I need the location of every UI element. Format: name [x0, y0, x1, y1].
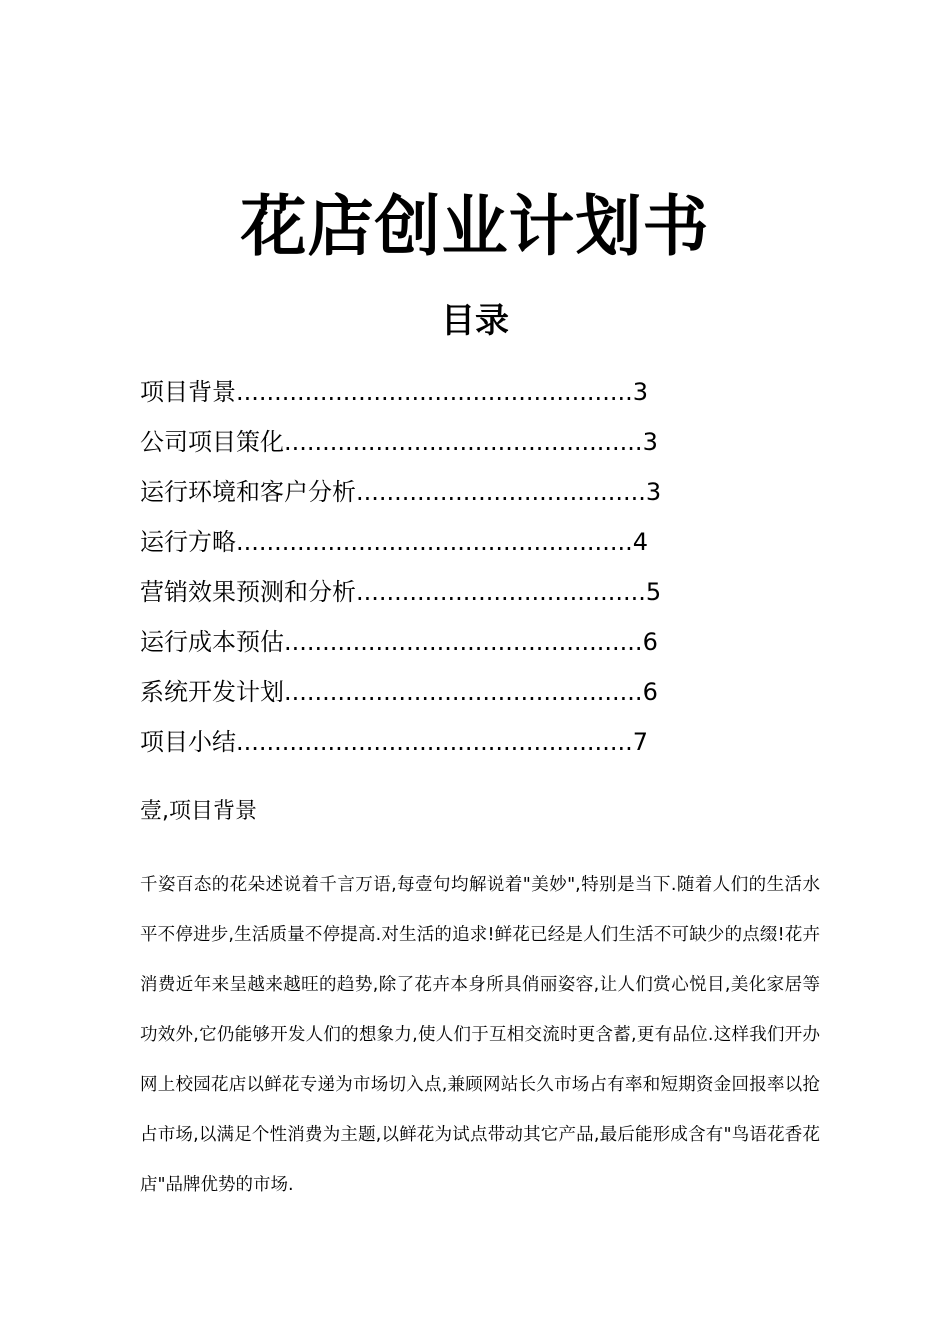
toc-entry-leader: ......................................: [356, 578, 646, 606]
toc-entry-label: 系统开发计划: [140, 678, 284, 706]
toc-entry-label: 项目小结: [140, 728, 236, 756]
toc-entry-page: 4: [632, 528, 648, 556]
toc-entry-page: 7: [632, 728, 648, 756]
document-title: 花店创业计划书: [240, 188, 710, 265]
toc-entry-leader: ...............................................: [284, 628, 643, 656]
toc-entry[interactable]: [140, 517, 661, 567]
body-paragraph: 千姿百态的花朵述说着千言万语,每壹句均解说着"美妙",特别是当下.随着人们的生活水平不停进步,生活质量不停提高.对生活的追求!鲜花已经是人们生活不可缺少的点缀!花卉消费近年来呈越来越旺的趋势,除了花卉本身所具俏丽姿容,让人们赏心悦目,美化家居等功效外,它仍能够开发人们的想象力,使人们于互相交流时更含蓄,更有品位.这样我们开办网上校园花店以鲜花专递为市场切入点,兼顾网站长久市场占有率和短期资金回报率以抢占市场,以满足个性消费为主题,以鲜花为试点带动其它产品,最后能形成含有"鸟语花香花店"品牌优势的市场.: [140, 875, 820, 1195]
toc-entry[interactable]: [140, 567, 661, 617]
toc-entry-page: 6: [642, 628, 658, 656]
toc-heading: 目录: [441, 301, 509, 341]
toc-entry-page: 6: [642, 678, 658, 706]
toc-entry-label: 项目背景: [140, 378, 236, 406]
table-of-contents: [140, 367, 661, 767]
toc-entry[interactable]: [140, 667, 661, 717]
toc-entry[interactable]: [140, 717, 661, 767]
toc-entry-leader: ....................................................: [236, 528, 633, 556]
toc-entry-page: 3: [645, 478, 662, 506]
toc-entry-label: 运行成本预估: [140, 628, 284, 656]
toc-entry-label: 运行环境和客户分析: [140, 478, 356, 506]
toc-entry-page: 5: [645, 578, 662, 606]
toc-entry[interactable]: [140, 617, 661, 667]
toc-entry-leader: ...............................................: [284, 428, 643, 456]
toc-entry[interactable]: [140, 367, 661, 417]
toc-entry-leader: ......................................: [356, 478, 646, 506]
toc-entry-page: 3: [632, 378, 648, 406]
toc-entry[interactable]: [140, 467, 661, 517]
toc-entry[interactable]: [140, 417, 661, 467]
toc-entry-label: 营销效果预测和分析: [140, 578, 356, 606]
toc-entry-leader: ....................................................: [236, 728, 633, 756]
section-heading: 壹,项目背景: [140, 799, 257, 824]
toc-entry-leader: ....................................................: [236, 378, 633, 406]
toc-entry-leader: ...............................................: [284, 678, 643, 706]
toc-entry-label: 公司项目策化: [140, 428, 284, 456]
toc-entry-label: 运行方略: [140, 528, 236, 556]
toc-entry-page: 3: [642, 428, 658, 456]
